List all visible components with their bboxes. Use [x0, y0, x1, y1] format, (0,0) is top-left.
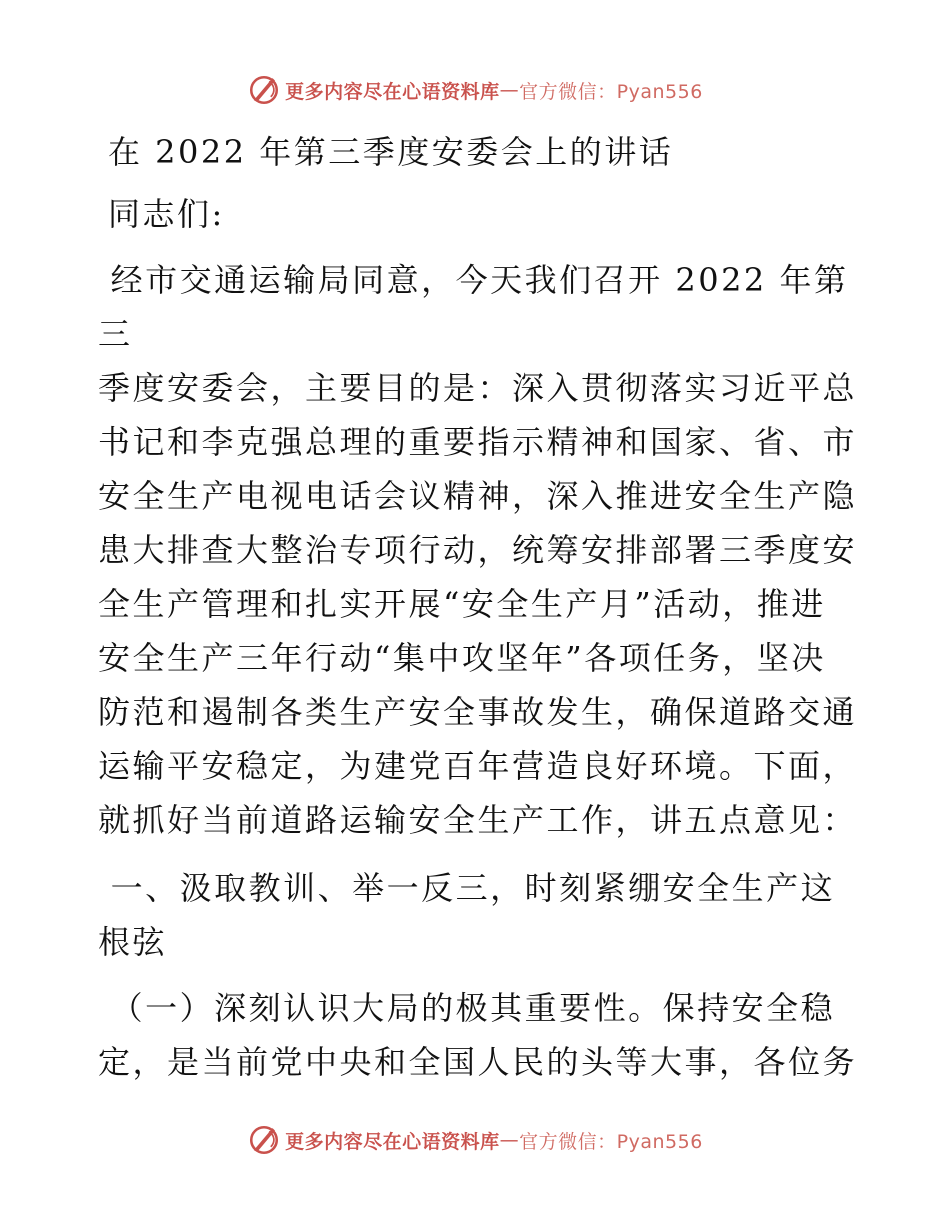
footer-watermark [0, 1122, 950, 1158]
watermark-separator: — [499, 1129, 520, 1151]
paragraph-line: 安全生产三年行动“集中攻坚年”各项任务，坚决 [98, 639, 826, 677]
watermark-site-text: 更多内容尽在心语资料库 [285, 80, 500, 103]
paragraph-line: 运输平安稳定，为建党百年营造良好环境。下面， [98, 747, 858, 785]
paragraph-line: 经市交通运输局同意，今天我们召开 2022 年第三 [98, 261, 849, 353]
paragraph-line: 防范和遏制各类生产安全事故发生，确保道路交通 [98, 693, 858, 731]
document-body [98, 125, 858, 1103]
watermark-account-text: 官方微信：Pyan556 [519, 1130, 703, 1153]
paragraph-line: 患大排查大整治专项行动，统筹安排部署三季度安 [98, 531, 858, 569]
paragraph-1 [98, 253, 858, 847]
watermark-account-text: 官方微信：Pyan556 [519, 80, 703, 103]
section-heading-1 [98, 861, 858, 969]
watermark-separator: — [499, 79, 520, 101]
paragraph-line: 书记和李克强总理的重要指示精神和国家、省、市 [98, 423, 858, 461]
paragraph-line: 就抓好当前道路运输安全生产工作，讲五点意见： [98, 801, 858, 839]
document-title: 在 2022 年第三季度安委会上的讲话 [108, 133, 674, 171]
paragraph-line: 季度安委会，主要目的是：深入贯彻落实习近平总 [98, 369, 858, 407]
quill-logo-icon [247, 1123, 281, 1157]
paragraph-line: 定，是当前党中央和全国人民的头等大事，各位务 [98, 1043, 858, 1081]
paragraph-line: 安全生产电视电话会议精神，深入推进安全生产隐 [98, 477, 858, 515]
salutation: 同志们: [108, 195, 225, 233]
watermark-site-text: 更多内容尽在心语资料库 [285, 1130, 500, 1153]
heading-line: 根弦 [98, 923, 168, 961]
heading-line: 一、汲取教训、举一反三，时刻紧绷安全生产这 [98, 869, 836, 907]
quill-logo-icon [247, 73, 281, 107]
paragraph-line: 全生产管理和扎实开展“安全生产月”活动，推进 [98, 585, 826, 623]
header-watermark [0, 72, 950, 108]
paragraph-line: （一）深刻认识大局的极其重要性。保持安全稳 [98, 989, 836, 1027]
paragraph-2 [98, 981, 858, 1089]
